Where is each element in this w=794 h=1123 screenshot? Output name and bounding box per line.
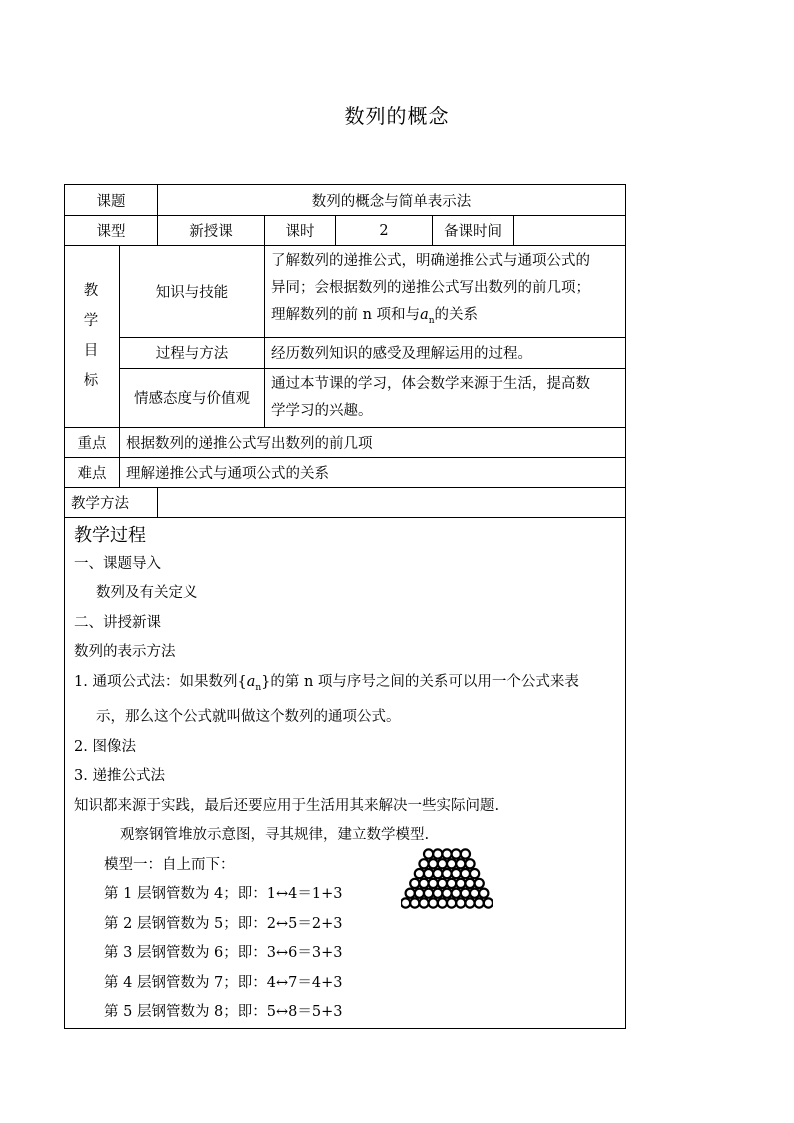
steel-pipe bbox=[433, 849, 442, 858]
attitude-row bbox=[65, 368, 626, 427]
knowledge-line-3-pre: 理解数列的前 n 项和与 bbox=[271, 307, 421, 323]
method-3-recursive: 3. 递推公式法 bbox=[74, 768, 165, 785]
knowledge-row bbox=[65, 246, 626, 338]
steel-pipe bbox=[470, 869, 479, 878]
steel-pipe bbox=[461, 849, 470, 858]
knowledge-line-1: 了解数列的递推公式，明确递推公式与通项公式的 bbox=[271, 253, 590, 269]
topic-row bbox=[65, 185, 626, 216]
steel-pipe bbox=[419, 898, 428, 907]
knowledge-line-3-post: 的关系 bbox=[434, 307, 479, 323]
steel-pipe bbox=[438, 859, 447, 868]
attitude-label: 情感态度与价值观 bbox=[120, 368, 265, 427]
steel-pipe bbox=[475, 879, 484, 888]
steel-pipe bbox=[447, 859, 456, 868]
steel-pipe bbox=[452, 888, 461, 897]
method-1-line-2: 示，那么这个公式就叫做这个数列的通项公式。 bbox=[96, 709, 401, 726]
layer-line-2: 第 2 层钢管数为 5；即：2↔5＝2+3 bbox=[104, 915, 343, 932]
key-point-row bbox=[65, 427, 626, 457]
steel-pipe-stack-diagram bbox=[401, 848, 493, 910]
teaching-method-label: 教学方法 bbox=[65, 487, 158, 517]
steel-pipe bbox=[461, 869, 470, 878]
steel-pipe bbox=[410, 898, 419, 907]
topic-value: 数列的概念与简单表示法 bbox=[158, 185, 626, 216]
a-n-variable: a bbox=[420, 307, 429, 323]
teaching-method-value bbox=[158, 487, 626, 517]
layer-line-4: 第 4 层钢管数为 7；即：4↔7＝4+3 bbox=[104, 974, 343, 991]
knowledge-value bbox=[265, 246, 626, 338]
steel-pipe bbox=[447, 898, 456, 907]
hours-value: 2 bbox=[336, 216, 433, 246]
difficulty-value: 理解递推公式与通项公式的关系 bbox=[120, 457, 626, 487]
right-brace: } bbox=[261, 673, 271, 690]
steel-pipe bbox=[465, 879, 474, 888]
method-1-post: 的第 n 项与序号之间的关系可以用一个公式来表 bbox=[270, 673, 579, 690]
steel-pipe bbox=[442, 849, 451, 858]
steel-pipe bbox=[438, 898, 447, 907]
steel-pipe bbox=[456, 879, 465, 888]
document-title: 数列的概念 bbox=[344, 104, 450, 128]
steel-pipe bbox=[415, 869, 424, 878]
type-value: 新授课 bbox=[158, 216, 265, 246]
teaching-process-cell bbox=[65, 517, 626, 1028]
steel-pipe bbox=[410, 879, 419, 888]
steel-pipe bbox=[429, 879, 438, 888]
method-1-pre: 1. 通项公式法：如果数列 bbox=[74, 673, 238, 690]
steel-pipe bbox=[429, 859, 438, 868]
difficulty-row bbox=[65, 457, 626, 487]
steel-pipe bbox=[452, 849, 461, 858]
steel-pipe bbox=[479, 888, 488, 897]
steel-pipe bbox=[442, 888, 451, 897]
steel-pipe bbox=[475, 898, 484, 907]
attitude-line-1: 通过本节课的学习，体会数学来源于生活，提高数 bbox=[271, 375, 590, 392]
steel-pipe bbox=[424, 888, 433, 897]
layer-line-5: 第 5 层钢管数为 8；即：5↔8＝5+3 bbox=[104, 1004, 343, 1021]
knowledge-line-3 bbox=[271, 302, 621, 335]
steel-pipe bbox=[424, 849, 433, 858]
practice-sentence: 知识都来源于实践，最后还要应用于生活用其来解决一些实际问题. bbox=[74, 797, 500, 814]
topic-label: 课题 bbox=[65, 185, 158, 216]
steel-pipe bbox=[415, 888, 424, 897]
prep-time-value bbox=[514, 216, 626, 246]
steel-pipe bbox=[424, 869, 433, 878]
goals-label-line2: 目 标 bbox=[83, 343, 115, 390]
knowledge-line-2: 异同；会根据数列的递推公式写出数列的前几项； bbox=[271, 280, 590, 296]
section-1-heading: 一、课题导入 bbox=[74, 555, 161, 572]
steel-pipe bbox=[401, 898, 410, 907]
attitude-value bbox=[265, 368, 626, 427]
attitude-line-2: 学学习的兴趣。 bbox=[271, 402, 373, 419]
steel-pipe bbox=[429, 898, 438, 907]
steel-pipe bbox=[456, 898, 465, 907]
section-2-heading: 二、讲授新课 bbox=[74, 614, 161, 631]
process-method-row bbox=[65, 337, 626, 368]
method-row bbox=[65, 487, 626, 517]
knowledge-label: 知识与技能 bbox=[120, 246, 265, 338]
steel-pipe bbox=[484, 898, 493, 907]
layer-line-1: 第 1 层钢管数为 4；即：1↔4＝1+3 bbox=[104, 886, 343, 903]
goals-label-line1: 教 学 bbox=[83, 283, 115, 330]
a-n-variable: a bbox=[246, 673, 256, 690]
type-row bbox=[65, 216, 626, 246]
hours-label: 课时 bbox=[265, 216, 336, 246]
steel-pipe bbox=[447, 879, 456, 888]
steel-pipe bbox=[465, 898, 474, 907]
steel-pipe bbox=[438, 879, 447, 888]
steel-pipe bbox=[452, 869, 461, 878]
steel-pipe bbox=[470, 888, 479, 897]
process-method-label: 过程与方法 bbox=[120, 337, 265, 368]
method-2-graph: 2. 图像法 bbox=[74, 738, 136, 755]
steel-pipe bbox=[433, 869, 442, 878]
left-brace: { bbox=[237, 673, 247, 690]
steel-pipe bbox=[456, 859, 465, 868]
steel-pipe bbox=[442, 869, 451, 878]
a-n-subscript: n bbox=[428, 315, 435, 326]
a-n-subscript: n bbox=[255, 682, 262, 693]
steel-pipe bbox=[419, 859, 428, 868]
difficulty-label: 难点 bbox=[65, 457, 120, 487]
steel-pipe bbox=[461, 888, 470, 897]
steel-pipe bbox=[465, 859, 474, 868]
model-1-heading: 模型一：自上而下： bbox=[104, 856, 235, 873]
key-point-value: 根据数列的递推公式写出数列的前几项 bbox=[120, 427, 626, 457]
layer-line-3: 第 3 层钢管数为 6；即：3↔6＝3+3 bbox=[104, 945, 343, 962]
process-heading: 教学过程 bbox=[74, 524, 146, 546]
goals-label bbox=[65, 246, 120, 428]
lesson-plan-table bbox=[64, 184, 626, 1029]
section-1-item: 数列及有关定义 bbox=[96, 585, 198, 602]
representation-heading: 数列的表示方法 bbox=[74, 644, 176, 661]
observe-sentence: 观察钢管堆放示意图，寻其规律，建立数学模型. bbox=[120, 827, 430, 844]
key-point-label: 重点 bbox=[65, 427, 120, 457]
process-method-value: 经历数列知识的感受及理解运用的过程。 bbox=[265, 337, 626, 368]
method-1-general-formula bbox=[74, 668, 617, 703]
teaching-process-row bbox=[65, 517, 626, 1028]
prep-time-label: 备课时间 bbox=[433, 216, 514, 246]
steel-pipe bbox=[433, 888, 442, 897]
steel-pipe bbox=[406, 888, 415, 897]
steel-pipe bbox=[419, 879, 428, 888]
type-label: 课型 bbox=[65, 216, 158, 246]
